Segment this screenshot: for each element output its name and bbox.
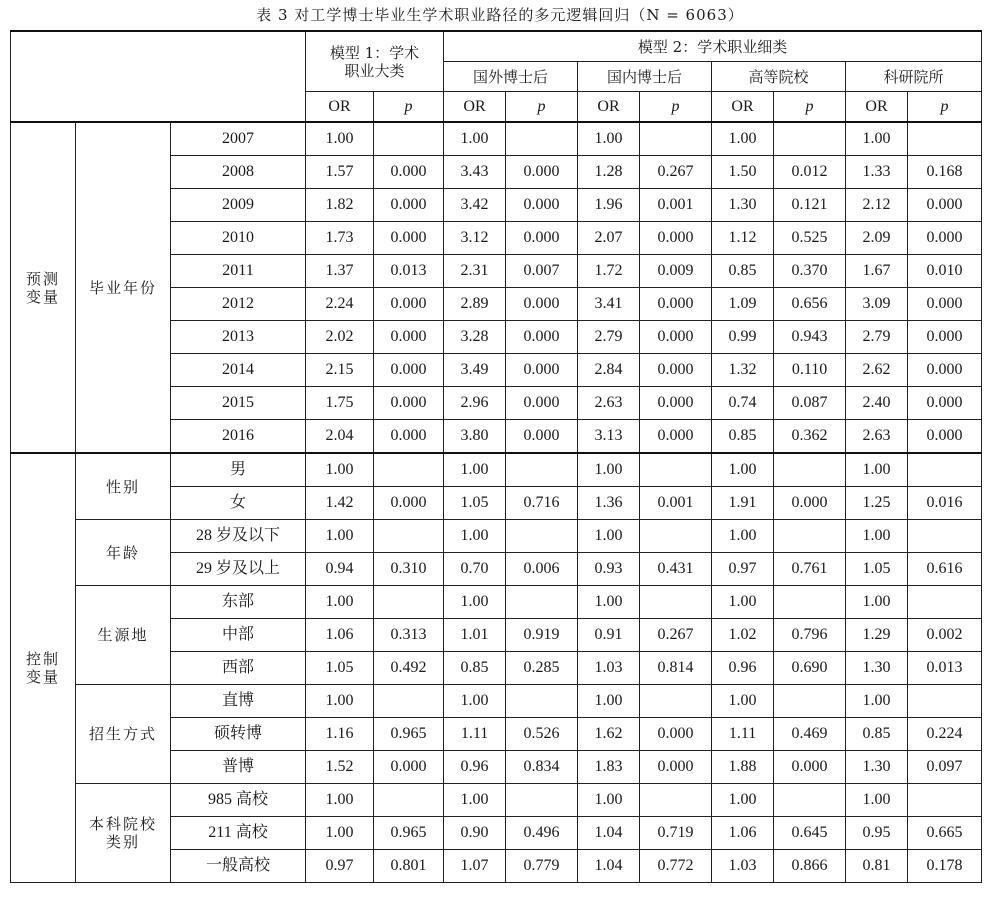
p-value: 0.087 (774, 387, 846, 420)
or-value: 2.40 (846, 387, 908, 420)
or-value: 1.50 (712, 156, 774, 189)
or-value: 1.00 (712, 122, 774, 156)
or-value: 1.05 (444, 487, 506, 520)
p-value: 0.000 (374, 222, 444, 255)
or-value: 1.82 (306, 189, 374, 222)
p-value: 0.814 (640, 652, 712, 685)
or-value: 1.00 (846, 122, 908, 156)
p-value (774, 784, 846, 817)
row-label: 2008 (171, 156, 306, 189)
row-label: 东部 (171, 586, 306, 619)
or-value: 2.02 (306, 321, 374, 354)
p-value: 0.761 (774, 553, 846, 586)
p-value: 0.370 (774, 255, 846, 288)
p-value: 0.010 (908, 255, 982, 288)
or-value: 1.00 (444, 122, 506, 156)
p-value: 0.469 (774, 718, 846, 751)
or-value: 1.03 (578, 652, 640, 685)
p-value (506, 453, 578, 487)
row-label: 硕转博 (171, 718, 306, 751)
or-value: 1.52 (306, 751, 374, 784)
or-header: OR (846, 92, 908, 123)
or-header: OR (306, 92, 374, 123)
p-value: 0.000 (908, 222, 982, 255)
row-label: 29 岁及以上 (171, 553, 306, 586)
row-label: 西部 (171, 652, 306, 685)
or-value: 0.97 (306, 850, 374, 883)
or-value: 0.81 (846, 850, 908, 883)
p-value: 0.002 (908, 619, 982, 652)
table-row (11, 122, 982, 156)
p-value: 0.000 (640, 751, 712, 784)
table-caption: 表 3 对工学博士毕业生学术职业路径的多元逻辑回归（N = 6063） (256, 6, 744, 24)
row-label: 2013 (171, 321, 306, 354)
p-value: 0.224 (908, 718, 982, 751)
row-label: 28 岁及以下 (171, 520, 306, 553)
p-value (374, 122, 444, 156)
group-label: 招生方式 (76, 685, 171, 784)
or-value: 1.00 (578, 520, 640, 553)
or-value: 3.28 (444, 321, 506, 354)
or-value: 2.07 (578, 222, 640, 255)
p-value (774, 685, 846, 718)
p-value: 0.000 (374, 354, 444, 387)
or-value: 1.33 (846, 156, 908, 189)
label-line: 变量 (25, 287, 60, 306)
table-row (11, 586, 982, 619)
group-label: 毕业年份 (76, 122, 171, 453)
or-value: 3.49 (444, 354, 506, 387)
or-value: 1.00 (444, 784, 506, 817)
or-value: 2.89 (444, 288, 506, 321)
or-value: 1.00 (444, 586, 506, 619)
p-value: 0.492 (374, 652, 444, 685)
p-header: p (908, 92, 982, 123)
p-value: 0.801 (374, 850, 444, 883)
p-value: 0.000 (640, 288, 712, 321)
p-value (774, 586, 846, 619)
or-value: 1.42 (306, 487, 374, 520)
p-value: 0.719 (640, 817, 712, 850)
or-value: 2.63 (846, 420, 908, 454)
or-value: 1.06 (712, 817, 774, 850)
or-value: 1.75 (306, 387, 374, 420)
or-value: 1.62 (578, 718, 640, 751)
row-label: 2016 (171, 420, 306, 454)
p-value: 0.285 (506, 652, 578, 685)
p-value: 0.000 (374, 189, 444, 222)
p-value: 0.526 (506, 718, 578, 751)
or-value: 1.03 (712, 850, 774, 883)
or-value: 1.00 (444, 453, 506, 487)
or-value: 0.85 (846, 718, 908, 751)
or-value: 0.94 (306, 553, 374, 586)
or-value: 3.41 (578, 288, 640, 321)
or-value: 1.30 (712, 189, 774, 222)
table-row (11, 520, 982, 553)
p-value (374, 586, 444, 619)
p-value: 0.000 (908, 288, 982, 321)
table-row (11, 685, 982, 718)
or-value: 3.13 (578, 420, 640, 454)
p-value: 0.001 (640, 487, 712, 520)
p-value: 0.834 (506, 751, 578, 784)
or-value: 2.96 (444, 387, 506, 420)
p-value: 0.000 (908, 387, 982, 420)
or-value: 1.00 (712, 685, 774, 718)
p-value: 0.796 (774, 619, 846, 652)
or-value: 1.00 (306, 817, 374, 850)
or-value: 2.31 (444, 255, 506, 288)
corner-cell (11, 31, 306, 122)
or-value: 1.06 (306, 619, 374, 652)
p-value: 0.000 (506, 156, 578, 189)
or-value: 2.63 (578, 387, 640, 420)
p-value (908, 453, 982, 487)
or-value: 1.07 (444, 850, 506, 883)
p-value (908, 685, 982, 718)
row-label: 直博 (171, 685, 306, 718)
p-value: 0.168 (908, 156, 982, 189)
p-value: 0.943 (774, 321, 846, 354)
or-value: 1.00 (712, 520, 774, 553)
p-value: 0.000 (640, 420, 712, 454)
or-value: 0.97 (712, 553, 774, 586)
or-value: 0.96 (712, 652, 774, 685)
p-value: 0.000 (506, 387, 578, 420)
p-value: 0.690 (774, 652, 846, 685)
p-value: 0.000 (774, 751, 846, 784)
or-value: 3.43 (444, 156, 506, 189)
p-value (506, 685, 578, 718)
or-value: 1.37 (306, 255, 374, 288)
subgroup-header: 国内博士后 (578, 62, 712, 92)
or-value: 0.74 (712, 387, 774, 420)
or-value: 1.05 (306, 652, 374, 685)
or-value: 1.00 (712, 453, 774, 487)
p-value: 0.000 (640, 222, 712, 255)
p-value: 0.110 (774, 354, 846, 387)
or-value: 1.04 (578, 850, 640, 883)
p-value: 0.000 (506, 189, 578, 222)
p-value (506, 520, 578, 553)
or-value: 1.00 (444, 520, 506, 553)
p-value: 0.013 (374, 255, 444, 288)
p-value (908, 122, 982, 156)
p-value: 0.000 (506, 288, 578, 321)
or-value: 1.05 (846, 553, 908, 586)
section-label-predict (11, 122, 76, 453)
p-value: 0.013 (908, 652, 982, 685)
section-label-control (11, 453, 76, 883)
or-value: 0.93 (578, 553, 640, 586)
p-value: 0.000 (774, 487, 846, 520)
p-value: 0.965 (374, 718, 444, 751)
p-value (640, 784, 712, 817)
or-value: 1.57 (306, 156, 374, 189)
p-value (774, 453, 846, 487)
or-value: 1.00 (846, 520, 908, 553)
label-line: 类别 (105, 833, 140, 851)
p-value (374, 453, 444, 487)
or-value: 2.09 (846, 222, 908, 255)
or-value: 1.25 (846, 487, 908, 520)
p-value: 0.007 (506, 255, 578, 288)
or-value: 1.00 (712, 784, 774, 817)
or-value: 1.04 (578, 817, 640, 850)
or-value: 1.91 (712, 487, 774, 520)
p-value (506, 784, 578, 817)
p-value: 0.525 (774, 222, 846, 255)
or-value: 0.96 (444, 751, 506, 784)
p-value: 0.772 (640, 850, 712, 883)
p-value: 0.000 (506, 321, 578, 354)
p-value: 0.656 (774, 288, 846, 321)
or-value: 0.99 (712, 321, 774, 354)
p-value (374, 520, 444, 553)
p-value (908, 784, 982, 817)
label-line: 预测 (25, 269, 60, 288)
or-value: 0.85 (712, 255, 774, 288)
p-value (506, 586, 578, 619)
row-label: 2015 (171, 387, 306, 420)
row-label: 985 高校 (171, 784, 306, 817)
p-value: 0.097 (908, 751, 982, 784)
or-value: 1.09 (712, 288, 774, 321)
row-label: 女 (171, 487, 306, 520)
p-value: 0.310 (374, 553, 444, 586)
p-value (640, 586, 712, 619)
or-value: 1.01 (444, 619, 506, 652)
p-value: 0.000 (374, 387, 444, 420)
p-value: 0.000 (908, 420, 982, 454)
p-value (506, 122, 578, 156)
group-label (76, 784, 171, 883)
row-label: 211 高校 (171, 817, 306, 850)
or-value: 1.72 (578, 255, 640, 288)
or-value: 1.32 (712, 354, 774, 387)
model2-header: 模型 2：学术职业细类 (444, 31, 982, 62)
or-value: 3.42 (444, 189, 506, 222)
group-label: 性别 (76, 453, 171, 520)
or-value: 3.09 (846, 288, 908, 321)
or-value: 2.24 (306, 288, 374, 321)
or-value: 1.00 (578, 784, 640, 817)
label-line: 变量 (25, 668, 60, 686)
or-header: OR (578, 92, 640, 123)
or-value: 1.00 (578, 685, 640, 718)
regression-table (10, 30, 982, 883)
or-value: 0.85 (712, 420, 774, 454)
or-value: 1.00 (444, 685, 506, 718)
p-value: 0.178 (908, 850, 982, 883)
p-value (908, 520, 982, 553)
label-line: 控制 (25, 650, 60, 668)
or-value: 2.62 (846, 354, 908, 387)
row-label: 一般高校 (171, 850, 306, 883)
or-value: 1.88 (712, 751, 774, 784)
p-value: 0.000 (506, 354, 578, 387)
p-value: 0.267 (640, 156, 712, 189)
p-value (774, 520, 846, 553)
or-value: 1.00 (846, 453, 908, 487)
or-value: 1.00 (578, 453, 640, 487)
p-header: p (774, 92, 846, 123)
or-header: OR (444, 92, 506, 123)
row-label: 2009 (171, 189, 306, 222)
p-header: p (506, 92, 578, 123)
p-value: 0.001 (640, 189, 712, 222)
p-header: p (374, 92, 444, 123)
or-value: 0.91 (578, 619, 640, 652)
p-value: 0.431 (640, 553, 712, 586)
p-value: 0.000 (374, 321, 444, 354)
p-value: 0.000 (374, 751, 444, 784)
p-value (640, 453, 712, 487)
p-value: 0.000 (640, 321, 712, 354)
or-value: 2.84 (578, 354, 640, 387)
header-row-1 (11, 31, 982, 62)
p-value: 0.121 (774, 189, 846, 222)
or-value: 1.28 (578, 156, 640, 189)
p-value (374, 784, 444, 817)
p-value: 0.362 (774, 420, 846, 454)
or-header: OR (712, 92, 774, 123)
or-value: 1.00 (306, 453, 374, 487)
model1-header: 模型 1：学术 职业大类 (306, 31, 444, 92)
row-label: 2010 (171, 222, 306, 255)
or-value: 1.00 (306, 586, 374, 619)
or-value: 1.30 (846, 652, 908, 685)
p-value: 0.000 (374, 288, 444, 321)
row-label: 2014 (171, 354, 306, 387)
or-value: 1.11 (712, 718, 774, 751)
or-value: 1.00 (712, 586, 774, 619)
or-value: 3.12 (444, 222, 506, 255)
or-value: 1.29 (846, 619, 908, 652)
or-value: 0.90 (444, 817, 506, 850)
p-header: p (640, 92, 712, 123)
p-value: 0.965 (374, 817, 444, 850)
p-value: 0.000 (640, 718, 712, 751)
p-value (374, 685, 444, 718)
or-value: 0.85 (444, 652, 506, 685)
label-line: 本科院校 (88, 815, 157, 833)
table-row (11, 784, 982, 817)
p-value: 0.000 (908, 189, 982, 222)
or-value: 1.00 (306, 685, 374, 718)
or-value: 3.80 (444, 420, 506, 454)
p-value (908, 586, 982, 619)
p-value: 0.000 (908, 321, 982, 354)
or-value: 1.00 (306, 122, 374, 156)
or-value: 2.04 (306, 420, 374, 454)
p-value: 0.016 (908, 487, 982, 520)
p-value: 0.000 (506, 420, 578, 454)
or-value: 1.73 (306, 222, 374, 255)
row-label: 2007 (171, 122, 306, 156)
subgroup-header: 高等院校 (712, 62, 846, 92)
or-value: 0.70 (444, 553, 506, 586)
or-value: 1.12 (712, 222, 774, 255)
or-value: 2.79 (578, 321, 640, 354)
p-value: 0.012 (774, 156, 846, 189)
row-label: 2011 (171, 255, 306, 288)
group-label: 年龄 (76, 520, 171, 586)
p-value: 0.000 (908, 354, 982, 387)
p-value: 0.496 (506, 817, 578, 850)
or-value: 1.11 (444, 718, 506, 751)
or-value: 1.02 (712, 619, 774, 652)
or-value: 2.15 (306, 354, 374, 387)
or-value: 1.00 (846, 784, 908, 817)
row-label: 男 (171, 453, 306, 487)
row-label: 2012 (171, 288, 306, 321)
subgroup-header: 国外博士后 (444, 62, 578, 92)
or-value: 1.83 (578, 751, 640, 784)
p-value: 0.000 (374, 420, 444, 454)
p-value: 0.645 (774, 817, 846, 850)
row-label: 普博 (171, 751, 306, 784)
or-value: 1.00 (578, 122, 640, 156)
p-value: 0.313 (374, 619, 444, 652)
row-label: 中部 (171, 619, 306, 652)
p-value: 0.000 (374, 156, 444, 189)
group-label: 生源地 (76, 586, 171, 685)
p-value: 0.779 (506, 850, 578, 883)
p-value: 0.000 (640, 387, 712, 420)
subgroup-header: 科研院所 (846, 62, 982, 92)
p-value: 0.665 (908, 817, 982, 850)
or-value: 1.67 (846, 255, 908, 288)
or-value: 2.12 (846, 189, 908, 222)
or-value: 1.30 (846, 751, 908, 784)
p-value: 0.006 (506, 553, 578, 586)
or-value: 1.00 (846, 685, 908, 718)
p-value (640, 520, 712, 553)
p-value: 0.616 (908, 553, 982, 586)
p-value: 0.267 (640, 619, 712, 652)
or-value: 0.95 (846, 817, 908, 850)
or-value: 1.00 (846, 586, 908, 619)
p-value: 0.000 (640, 354, 712, 387)
or-value: 1.00 (578, 586, 640, 619)
or-value: 1.96 (578, 189, 640, 222)
p-value: 0.000 (374, 487, 444, 520)
p-value (640, 122, 712, 156)
p-value (774, 122, 846, 156)
p-value: 0.009 (640, 255, 712, 288)
or-value: 1.36 (578, 487, 640, 520)
p-value (640, 685, 712, 718)
or-value: 1.00 (306, 784, 374, 817)
or-value: 1.16 (306, 718, 374, 751)
p-value: 0.919 (506, 619, 578, 652)
or-value: 1.00 (306, 520, 374, 553)
p-value: 0.716 (506, 487, 578, 520)
table-row (11, 453, 982, 487)
or-value: 2.79 (846, 321, 908, 354)
p-value: 0.866 (774, 850, 846, 883)
p-value: 0.000 (506, 222, 578, 255)
